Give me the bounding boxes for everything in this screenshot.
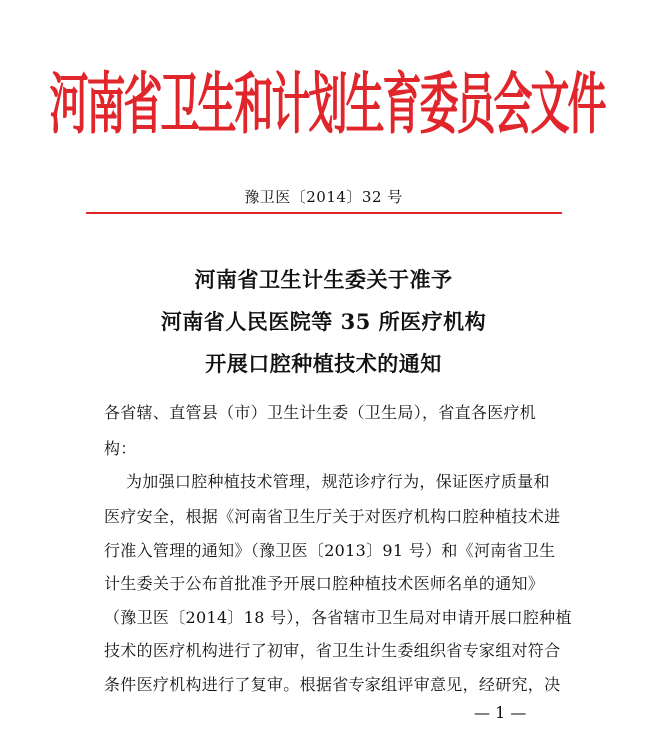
body-line: 条件医疗机构进行了复审。根据省专家组评审意见，经研究，决 (104, 675, 561, 694)
document-title-line-2: 河南省人民医院等 35 所医疗机构 (160, 309, 487, 334)
document-number: 豫卫医〔2014〕32 号 (244, 188, 403, 206)
body-line: 行准入管理的通知》（豫卫医〔2013〕91 号）和《河南省卫生 (104, 541, 556, 560)
body-line: 各省辖、直管县（市）卫生计生委（卫生局），省直各医疗机 (104, 403, 537, 422)
document-masthead: 河南省卫生和计划生育委员会文件 (49, 67, 605, 145)
body-line: 为加强口腔种植技术管理，规范诊疗行为，保证医疗质量和 (126, 472, 550, 491)
body-line: （豫卫医〔2014〕18 号），各省辖市卫生局对申请开展口腔种植 (104, 608, 572, 627)
body-line: 计生委关于公布首批准予开展口腔种植技术医师名单的通知》 (104, 574, 545, 593)
body-line: 构： (104, 439, 137, 458)
page-number: — 1 — (474, 703, 527, 722)
document-title-line-3: 开展口腔种植技术的通知 (205, 351, 442, 376)
document-title-line-1: 河南省卫生计生委关于准予 (194, 267, 453, 292)
body-line: 医疗安全，根据《河南省卫生厅关于对医疗机构口腔种植技术进 (104, 507, 561, 526)
body-line: 技术的医疗机构进行了初审，省卫生计生委组织省专家组对符合 (104, 641, 561, 660)
red-divider-line (86, 212, 562, 214)
